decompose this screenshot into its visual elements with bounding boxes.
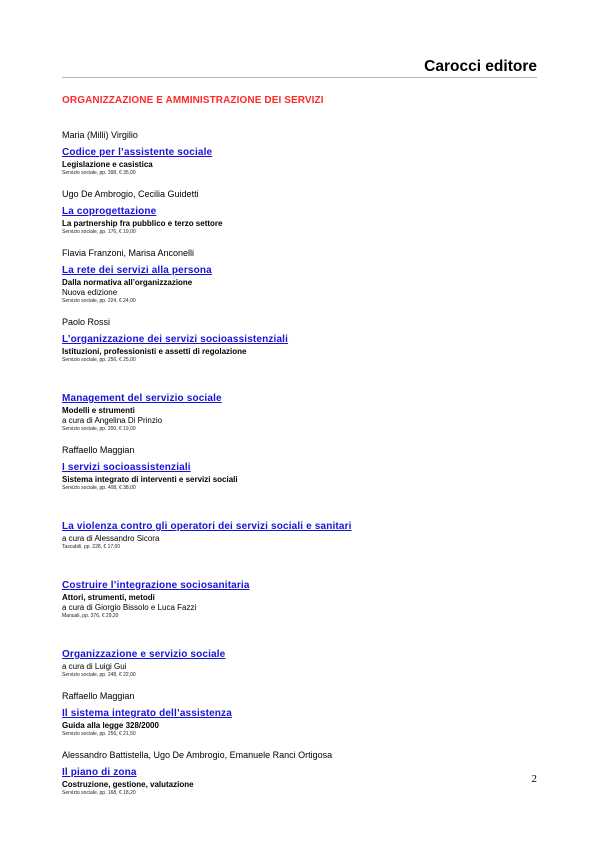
book-subtitle: La partnership fra pubblico e terzo settore <box>62 219 223 228</box>
book-entry <box>62 504 542 551</box>
book-subtitle: Legislazione e casistica <box>62 160 153 169</box>
book-details: Tascabili, pp. 228, € 17,00 <box>62 544 121 550</box>
header-divider <box>62 77 537 78</box>
book-author <box>62 376 542 387</box>
book-author <box>62 632 542 643</box>
book-author: Ugo De Ambrogio, Cecilia Guidetti <box>62 189 199 199</box>
book-title-link[interactable]: La coprogettazione <box>62 206 157 217</box>
book-title-link[interactable]: Il piano di zona <box>62 767 137 778</box>
book-details: Servizio sociale, pp. 248, € 22,00 <box>62 672 136 678</box>
book-author: Maria (Milli) Virgilio <box>62 130 138 140</box>
book-subtitle: Sistema integrato di interventi e servizi sociali <box>62 475 238 484</box>
book-note: a cura di Alessandro Sicora <box>62 534 160 543</box>
book-entry <box>62 130 542 177</box>
book-title-link[interactable]: Costruire l’integrazione sociosanitaria <box>62 580 250 591</box>
book-author: Paolo Rossi <box>62 317 111 327</box>
book-title-link[interactable]: La rete dei servizi alla persona <box>62 265 212 276</box>
book-note: a cura di Luigi Gui <box>62 662 127 671</box>
book-details: Servizio sociale, pp. 256, € 25,00 <box>62 357 136 363</box>
book-note: a cura di Giorgio Bissolo e Luca Fazzi <box>62 603 197 612</box>
book-entry <box>62 376 542 433</box>
book-details: Servizio sociale, pp. 408, € 38,00 <box>62 485 136 491</box>
book-title-link[interactable]: Management del servizio sociale <box>62 393 222 404</box>
book-author: Raffaello Maggian <box>62 691 135 701</box>
book-author <box>62 504 542 515</box>
book-author: Raffaello Maggian <box>62 445 135 455</box>
book-subtitle: Dalla normativa all’organizzazione <box>62 278 193 287</box>
book-details: Servizio sociale, pp. 224, € 24,00 <box>62 298 136 304</box>
book-details: Manuali, pp. 376, € 29,20 <box>62 613 119 619</box>
book-title-link[interactable]: La violenza contro gli operatori dei servizi sociali e sanitari <box>62 521 352 532</box>
book-title-link[interactable]: L’organizzazione dei servizi socioassistenziali <box>62 334 289 345</box>
book-entry <box>62 317 542 364</box>
book-entry <box>62 248 542 305</box>
book-entry <box>62 750 542 797</box>
book-title-link[interactable]: Organizzazione e servizio sociale <box>62 649 226 660</box>
publisher-name: Carocci editore <box>424 58 537 75</box>
book-details: Servizio sociale, pp. 168, € 18,20 <box>62 790 136 796</box>
book-title-link[interactable]: Il sistema integrato dell’assistenza <box>62 708 232 719</box>
book-entry <box>62 445 542 492</box>
book-details: Servizio sociale, pp. 176, € 19,00 <box>62 229 136 235</box>
section-title: ORGANIZZAZIONE E AMMINISTRAZIONE DEI SERVIZI <box>62 95 324 106</box>
book-subtitle: Istituzioni, professionisti e assetti di regolazione <box>62 347 247 356</box>
book-author: Flavia Franzoni, Marisa Anconelli <box>62 248 195 258</box>
book-entry <box>62 691 542 738</box>
book-subtitle: Guida alla legge 328/2000 <box>62 721 159 730</box>
book-author <box>62 563 542 574</box>
book-entry <box>62 563 542 620</box>
book-entry <box>62 632 542 679</box>
book-details: Servizio sociale, pp. 200, € 19,00 <box>62 426 136 432</box>
book-list <box>62 130 542 809</box>
page-number: 2 <box>531 773 537 785</box>
book-details: Servizio sociale, pp. 256, € 21,50 <box>62 731 136 737</box>
book-subtitle: Costruzione, gestione, valutazione <box>62 780 194 789</box>
book-subtitle: Modelli e strumenti <box>62 406 135 415</box>
book-subtitle: Attori, strumenti, metodi <box>62 593 155 602</box>
book-author: Alessandro Battistella, Ugo De Ambrogio, Emanuele Ranci Ortigosa <box>62 750 333 760</box>
book-title-link[interactable]: Codice per l’assistente sociale <box>62 147 213 158</box>
book-note: a cura di Angelina Di Prinzio <box>62 416 163 425</box>
book-title-link[interactable]: I servizi socioassistenziali <box>62 462 191 473</box>
book-note: Nuova edizione <box>62 288 118 297</box>
book-entry <box>62 189 542 236</box>
book-details: Servizio sociale, pp. 398, € 35,00 <box>62 170 136 176</box>
